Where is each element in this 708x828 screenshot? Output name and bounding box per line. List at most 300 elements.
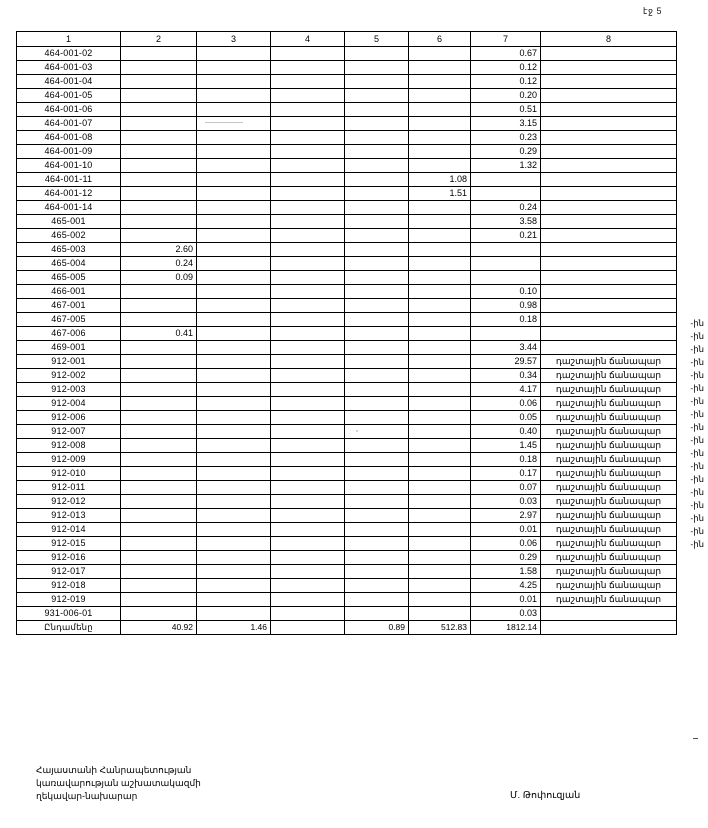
cell-col4 xyxy=(271,369,345,383)
total-col2: 40.92 xyxy=(121,621,197,635)
cell-col2 xyxy=(121,523,197,537)
cell-note: դաշտային ճանապար xyxy=(541,439,677,453)
row-suffix xyxy=(682,96,706,109)
cell-col7: 0.18 xyxy=(471,313,541,327)
cell-col3 xyxy=(197,383,271,397)
cell-col4 xyxy=(271,523,345,537)
cell-note xyxy=(541,173,677,187)
cell-code: 464-001-08 xyxy=(17,131,121,145)
row-suffix xyxy=(682,135,706,148)
cell-col4 xyxy=(271,327,345,341)
cell-col2 xyxy=(121,537,197,551)
cell-note: դաշտային ճանապար xyxy=(541,397,677,411)
cell-col2 xyxy=(121,61,197,75)
cell-col3 xyxy=(197,425,271,439)
table-row xyxy=(17,467,677,481)
table-row xyxy=(17,159,677,173)
row-suffix: -ին xyxy=(690,422,704,432)
cell-code: 912-011 xyxy=(17,481,121,495)
cell-col6 xyxy=(409,551,471,565)
cell-col2 xyxy=(121,341,197,355)
cell-col6 xyxy=(409,61,471,75)
cell-col6 xyxy=(409,411,471,425)
cell-code: 465-005 xyxy=(17,271,121,285)
cell-col2 xyxy=(121,509,197,523)
cell-col4 xyxy=(271,355,345,369)
cell-col7: 0.23 xyxy=(471,131,541,145)
cell-col5 xyxy=(345,103,409,117)
cell-col6 xyxy=(409,47,471,61)
cell-note: դաշտային ճանապար xyxy=(541,425,677,439)
cell-col2: 0.41 xyxy=(121,327,197,341)
cell-col7: 1.45 xyxy=(471,439,541,453)
cell-col6 xyxy=(409,131,471,145)
cell-note xyxy=(541,271,677,285)
cell-col6 xyxy=(409,425,471,439)
cell-col3 xyxy=(197,61,271,75)
cell-code: 467-005 xyxy=(17,313,121,327)
table-row xyxy=(17,565,677,579)
cell-col3 xyxy=(197,411,271,425)
cell-col3 xyxy=(197,439,271,453)
cell-code: 465-002 xyxy=(17,229,121,243)
cell-col6 xyxy=(409,201,471,215)
cell-col4 xyxy=(271,75,345,89)
cell-col4 xyxy=(271,271,345,285)
cell-col4 xyxy=(271,565,345,579)
cell-code: 464-001-14 xyxy=(17,201,121,215)
cell-col7: 1.58 xyxy=(471,565,541,579)
row-suffix: -ին xyxy=(690,526,704,536)
cell-col4 xyxy=(271,439,345,453)
row-suffix xyxy=(682,291,706,304)
cell-col2 xyxy=(121,565,197,579)
cell-col5 xyxy=(345,75,409,89)
cell-col5 xyxy=(345,229,409,243)
column-header-4: 4 xyxy=(271,32,345,47)
cell-col2 xyxy=(121,579,197,593)
scan-artifact-line xyxy=(205,122,243,123)
cell-code: 912-006 xyxy=(17,411,121,425)
cell-col2 xyxy=(121,103,197,117)
table-row xyxy=(17,89,677,103)
column-header-1: 1 xyxy=(17,32,121,47)
cell-code: 912-018 xyxy=(17,579,121,593)
table-row xyxy=(17,341,677,355)
cell-col4 xyxy=(271,47,345,61)
cell-col3 xyxy=(197,551,271,565)
cell-note xyxy=(541,145,677,159)
cell-note: դաշտային ճանապար xyxy=(541,355,677,369)
cell-col3 xyxy=(197,481,271,495)
table-row xyxy=(17,509,677,523)
cell-col6 xyxy=(409,89,471,103)
row-suffix xyxy=(682,122,706,135)
table-row xyxy=(17,187,677,201)
cell-code: 465-003 xyxy=(17,243,121,257)
cell-col5 xyxy=(345,187,409,201)
cell-col3 xyxy=(197,257,271,271)
cell-col2: 2.60 xyxy=(121,243,197,257)
cell-col5 xyxy=(345,159,409,173)
cell-col2 xyxy=(121,229,197,243)
cell-col5 xyxy=(345,453,409,467)
cell-col5 xyxy=(345,145,409,159)
cell-col6 xyxy=(409,355,471,369)
cell-col3 xyxy=(197,215,271,229)
cell-col6 xyxy=(409,523,471,537)
table-body xyxy=(17,47,677,635)
column-header-5: 5 xyxy=(345,32,409,47)
cell-col6 xyxy=(409,509,471,523)
cell-col6 xyxy=(409,397,471,411)
cell-note: դաշտային ճանապար xyxy=(541,495,677,509)
cell-col5 xyxy=(345,341,409,355)
cell-note xyxy=(541,187,677,201)
table-row xyxy=(17,117,677,131)
cell-col6 xyxy=(409,145,471,159)
cell-col6 xyxy=(409,103,471,117)
cell-note: դաշտային ճանապար xyxy=(541,509,677,523)
cell-col5 xyxy=(345,285,409,299)
cell-col7: 0.18 xyxy=(471,453,541,467)
cell-col4 xyxy=(271,145,345,159)
row-suffix: -ին xyxy=(690,318,704,328)
column-header-7: 7 xyxy=(471,32,541,47)
cell-col4 xyxy=(271,579,345,593)
cell-note xyxy=(541,75,677,89)
cell-col7: 0.03 xyxy=(471,607,541,621)
row-suffix xyxy=(682,161,706,174)
row-suffix xyxy=(682,148,706,161)
cell-col6 xyxy=(409,565,471,579)
cell-code: 912-019 xyxy=(17,593,121,607)
cell-col4 xyxy=(271,257,345,271)
cell-col3 xyxy=(197,495,271,509)
row-suffix: -ին xyxy=(690,357,704,367)
cell-col2 xyxy=(121,481,197,495)
cell-note xyxy=(541,243,677,257)
cell-col6 xyxy=(409,453,471,467)
cell-code: 467-001 xyxy=(17,299,121,313)
table-header-row xyxy=(17,32,677,47)
cell-col5 xyxy=(345,327,409,341)
cell-col4 xyxy=(271,243,345,257)
cell-col5 xyxy=(345,411,409,425)
row-suffix xyxy=(682,265,706,278)
cell-code: 912-015 xyxy=(17,537,121,551)
row-suffix xyxy=(682,174,706,187)
cell-col3 xyxy=(197,201,271,215)
cell-col7 xyxy=(471,173,541,187)
cell-note: դաշտային ճանապար xyxy=(541,369,677,383)
total-label: Ընդամենը xyxy=(17,621,121,635)
cell-col2 xyxy=(121,299,197,313)
row-suffix: -ին xyxy=(690,370,704,380)
cell-col2 xyxy=(121,159,197,173)
cell-note xyxy=(541,257,677,271)
cell-col7: 3.15 xyxy=(471,117,541,131)
row-suffix xyxy=(682,226,706,239)
cell-col3 xyxy=(197,593,271,607)
row-suffix xyxy=(682,57,706,70)
cell-col7: 0.34 xyxy=(471,369,541,383)
row-suffix: -ին xyxy=(690,409,704,419)
cell-col3 xyxy=(197,75,271,89)
cell-col5 xyxy=(345,61,409,75)
cell-col7: 0.51 xyxy=(471,103,541,117)
table-row xyxy=(17,383,677,397)
cell-col7: 0.12 xyxy=(471,75,541,89)
suffix-column xyxy=(682,31,706,564)
cell-col4 xyxy=(271,159,345,173)
cell-note: դաշտային ճանապար xyxy=(541,481,677,495)
cell-col4 xyxy=(271,481,345,495)
cell-code: 464-001-07 xyxy=(17,117,121,131)
cell-col3 xyxy=(197,565,271,579)
cell-note: դաշտային ճանապար xyxy=(541,551,677,565)
total-col3: 1.46 xyxy=(197,621,271,635)
cell-col7: 0.29 xyxy=(471,145,541,159)
cell-col7: 29.57 xyxy=(471,355,541,369)
cell-col2 xyxy=(121,495,197,509)
cell-col6 xyxy=(409,369,471,383)
cell-col3 xyxy=(197,131,271,145)
cell-col7: 0.17 xyxy=(471,467,541,481)
cell-col2 xyxy=(121,593,197,607)
cell-col6 xyxy=(409,215,471,229)
cell-col7: 0.07 xyxy=(471,481,541,495)
column-header-2: 2 xyxy=(121,32,197,47)
cell-note xyxy=(541,201,677,215)
cell-col3 xyxy=(197,397,271,411)
cell-code: 469-001 xyxy=(17,341,121,355)
cell-code: 931-006-01 xyxy=(17,607,121,621)
cell-col2 xyxy=(121,117,197,131)
cell-code: 464-001-02 xyxy=(17,47,121,61)
cell-col2 xyxy=(121,453,197,467)
cell-col7: 0.40 xyxy=(471,425,541,439)
cell-col4 xyxy=(271,299,345,313)
cell-col4 xyxy=(271,495,345,509)
row-suffix xyxy=(682,551,706,564)
cell-col5 xyxy=(345,299,409,313)
cell-col5 xyxy=(345,397,409,411)
cell-col7: 0.06 xyxy=(471,397,541,411)
total-col7: 1812.14 xyxy=(471,621,541,635)
cell-col5 xyxy=(345,89,409,103)
cell-col4 xyxy=(271,313,345,327)
row-suffix xyxy=(682,200,706,213)
cell-col3 xyxy=(197,453,271,467)
cell-col3 xyxy=(197,271,271,285)
cell-col4 xyxy=(271,187,345,201)
cell-note: դաշտային ճանապար xyxy=(541,467,677,481)
cell-col6 xyxy=(409,243,471,257)
cell-col7: 4.17 xyxy=(471,383,541,397)
cell-col7: 0.03 xyxy=(471,495,541,509)
cell-col5 xyxy=(345,383,409,397)
cell-col5 xyxy=(345,355,409,369)
row-suffix: -ին xyxy=(690,448,704,458)
row-suffix: -ին xyxy=(690,500,704,510)
cell-col6 xyxy=(409,537,471,551)
cell-col7: 1.32 xyxy=(471,159,541,173)
cell-col2 xyxy=(121,75,197,89)
org-line-3: ղեկավար-նախարար xyxy=(36,791,138,801)
table-row xyxy=(17,579,677,593)
cell-code: 464-001-05 xyxy=(17,89,121,103)
cell-col3 xyxy=(197,299,271,313)
table-row xyxy=(17,551,677,565)
row-suffix: -ին xyxy=(690,513,704,523)
cell-col3 xyxy=(197,229,271,243)
cell-col2 xyxy=(121,383,197,397)
cell-col3 xyxy=(197,117,271,131)
cell-col2: 0.24 xyxy=(121,257,197,271)
cell-col2 xyxy=(121,411,197,425)
cell-col7: 0.67 xyxy=(471,47,541,61)
table-row xyxy=(17,313,677,327)
cell-col4 xyxy=(271,383,345,397)
cell-col2 xyxy=(121,89,197,103)
cell-col2 xyxy=(121,145,197,159)
cell-col4 xyxy=(271,593,345,607)
cell-code: 912-003 xyxy=(17,383,121,397)
org-line-1: Հայաստանի Հանրապետության xyxy=(36,765,192,775)
cell-col2 xyxy=(121,201,197,215)
row-suffix xyxy=(682,70,706,83)
cell-col3 xyxy=(197,607,271,621)
cell-col4 xyxy=(271,117,345,131)
total-col8 xyxy=(541,621,677,635)
cell-col5 xyxy=(345,173,409,187)
table-row xyxy=(17,257,677,271)
cell-col4 xyxy=(271,453,345,467)
table-row xyxy=(17,131,677,145)
cell-col7: 0.21 xyxy=(471,229,541,243)
cell-col3 xyxy=(197,579,271,593)
cell-note: դաշտային ճանապար xyxy=(541,383,677,397)
table-row xyxy=(17,411,677,425)
cell-note xyxy=(541,117,677,131)
cell-note xyxy=(541,607,677,621)
cell-col7: 0.24 xyxy=(471,201,541,215)
cell-col5 xyxy=(345,467,409,481)
cell-code: 464-001-06 xyxy=(17,103,121,117)
cell-col3 xyxy=(197,355,271,369)
cell-col6: 1.08 xyxy=(409,173,471,187)
cell-col6 xyxy=(409,383,471,397)
row-suffix xyxy=(682,304,706,317)
cell-code: 465-001 xyxy=(17,215,121,229)
cell-col5 xyxy=(345,565,409,579)
cell-col5 xyxy=(345,215,409,229)
cell-code: 912-001 xyxy=(17,355,121,369)
row-suffix: -ին xyxy=(690,331,704,341)
cell-col4 xyxy=(271,89,345,103)
cell-col6 xyxy=(409,439,471,453)
cell-col3 xyxy=(197,173,271,187)
row-suffix xyxy=(682,83,706,96)
total-col4 xyxy=(271,621,345,635)
row-suffix xyxy=(682,187,706,200)
cell-col2 xyxy=(121,397,197,411)
signer-name: Մ. Թոփուզյան xyxy=(510,790,581,801)
cell-code: 912-017 xyxy=(17,565,121,579)
signature-block xyxy=(36,764,201,803)
table-row xyxy=(17,327,677,341)
row-suffix: -ին xyxy=(690,435,704,445)
cell-col5 xyxy=(345,243,409,257)
cell-col7: 3.58 xyxy=(471,215,541,229)
cell-col6 xyxy=(409,313,471,327)
cell-col5 xyxy=(345,425,409,439)
cell-note xyxy=(541,61,677,75)
cell-note xyxy=(541,299,677,313)
cell-col7 xyxy=(471,271,541,285)
table-row xyxy=(17,47,677,61)
table-row xyxy=(17,495,677,509)
cell-col4 xyxy=(271,131,345,145)
cell-col5 xyxy=(345,369,409,383)
cell-note: դաշտային ճանապար xyxy=(541,523,677,537)
row-suffix: -ին xyxy=(690,461,704,471)
cell-col2 xyxy=(121,215,197,229)
cell-col6 xyxy=(409,481,471,495)
cell-code: 464-001-04 xyxy=(17,75,121,89)
cell-code: 464-001-09 xyxy=(17,145,121,159)
cell-col7: 0.12 xyxy=(471,61,541,75)
cell-col4 xyxy=(271,397,345,411)
cell-code: 464-001-11 xyxy=(17,173,121,187)
cell-col2 xyxy=(121,425,197,439)
row-suffix xyxy=(682,44,706,57)
row-suffix: -ին xyxy=(690,344,704,354)
cell-code: 464-001-10 xyxy=(17,159,121,173)
cell-col7: 0.98 xyxy=(471,299,541,313)
org-line-2: կառավարության աշխատակազմի xyxy=(36,778,201,788)
table-row xyxy=(17,523,677,537)
table-row xyxy=(17,75,677,89)
cell-col2 xyxy=(121,551,197,565)
cell-col2 xyxy=(121,173,197,187)
cell-col6 xyxy=(409,229,471,243)
table-row xyxy=(17,537,677,551)
cell-col3 xyxy=(197,537,271,551)
cell-col6 xyxy=(409,299,471,313)
cell-code: 466-001 xyxy=(17,285,121,299)
cell-col2 xyxy=(121,313,197,327)
table-row xyxy=(17,173,677,187)
cell-code: 912-013 xyxy=(17,509,121,523)
cell-col2 xyxy=(121,439,197,453)
cell-col3 xyxy=(197,369,271,383)
total-col5: 0.89 xyxy=(345,621,409,635)
cell-col6: 1.51 xyxy=(409,187,471,201)
table-row xyxy=(17,103,677,117)
row-suffix: -ին xyxy=(690,383,704,393)
row-suffix: -ին xyxy=(690,487,704,497)
page-edge-mark xyxy=(693,738,698,739)
table-row xyxy=(17,355,677,369)
row-suffix: -ին xyxy=(690,396,704,406)
cell-col5 xyxy=(345,313,409,327)
cell-col7: 0.06 xyxy=(471,537,541,551)
cell-col6 xyxy=(409,467,471,481)
cell-col3 xyxy=(197,341,271,355)
row-suffix: -ին xyxy=(690,474,704,484)
